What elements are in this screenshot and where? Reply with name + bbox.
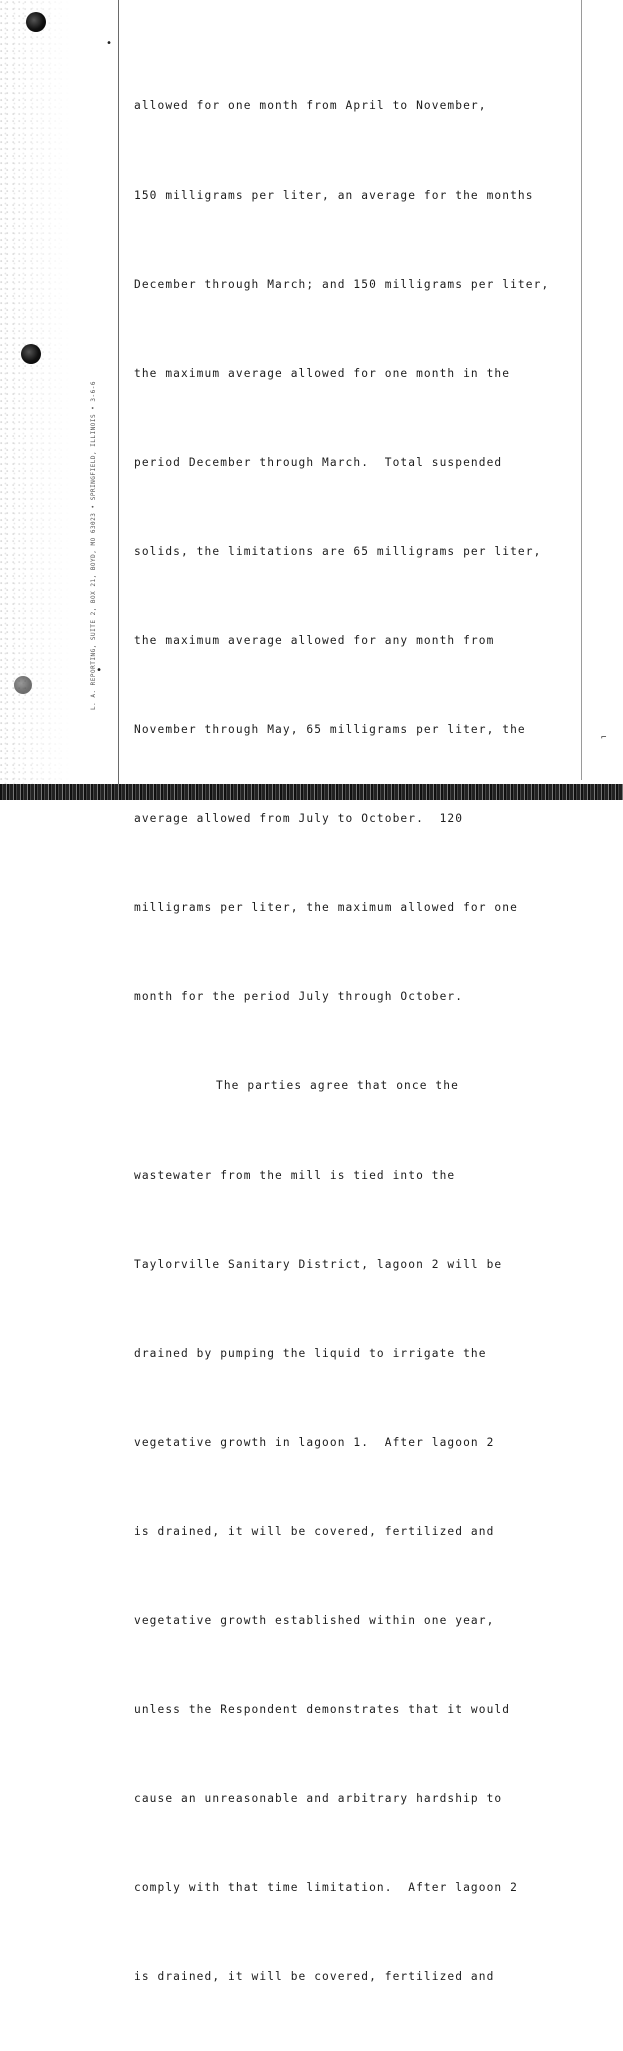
text-line: average allowed from July to October. 120: [134, 812, 464, 826]
paragraph-start-line: The parties agree that once the: [216, 1079, 459, 1093]
text-line: the maximum average allowed for any month from: [134, 633, 495, 647]
scan-edge-noise: [0, 784, 623, 800]
left-margin-rule: [118, 0, 119, 790]
punch-hole-bottom: [14, 676, 32, 694]
text-line: milligrams per liter, the maximum allowed for one: [134, 901, 518, 915]
text-line: is drained, it will be covered, fertilized and: [134, 1524, 495, 1538]
text-line: drained by pumping the liquid to irrigate the: [134, 1346, 487, 1360]
text-line: comply with that time limitation. After lagoon 2: [134, 1881, 518, 1895]
text-line: solids, the limitations are 65 milligrams per liter,: [134, 544, 542, 558]
margin-vertical-text: L. A. REPORTING, SUITE 2, BOX 21, BOYD, MO 63023 • SPRINGFIELD, ILLINOIS • 3-6-6: [90, 381, 97, 710]
punch-hole-top: [26, 12, 46, 32]
text-line: November through May, 65 milligrams per liter, the: [134, 723, 526, 737]
text-line: allowed for one month from April to November,: [134, 99, 487, 113]
margin-bullet: •: [96, 665, 103, 676]
text-line: Taylorville Sanitary District, lagoon 2 will be: [134, 1257, 503, 1271]
text-line: December through March; and 150 milligrams per liter,: [134, 277, 550, 291]
text-line: 150 milligrams per liter, an average for the months: [134, 188, 534, 202]
text-line: is drained, it will be covered, fertilized and: [134, 1970, 495, 1984]
corner-mark: ⌐: [601, 733, 607, 743]
document-body: [134, 32, 584, 2051]
margin-bullet: •: [106, 38, 113, 49]
text-line: cause an unreasonable and arbitrary hardship to: [134, 1792, 503, 1806]
punch-hole-middle: [21, 344, 41, 364]
text-line: wastewater from the mill is tied into the: [134, 1168, 456, 1182]
text-line: period December through March. Total suspended: [134, 455, 503, 469]
text-line: month for the period July through October.: [134, 990, 464, 1004]
scan-noise: [0, 0, 70, 800]
text-line: the maximum average allowed for one month in the: [134, 366, 511, 380]
text-line: vegetative growth in lagoon 1. After lagoon 2: [134, 1435, 495, 1449]
text-line: vegetative growth established within one year,: [134, 1614, 495, 1627]
text-line: unless the Respondent demonstrates that it would: [134, 1703, 511, 1717]
